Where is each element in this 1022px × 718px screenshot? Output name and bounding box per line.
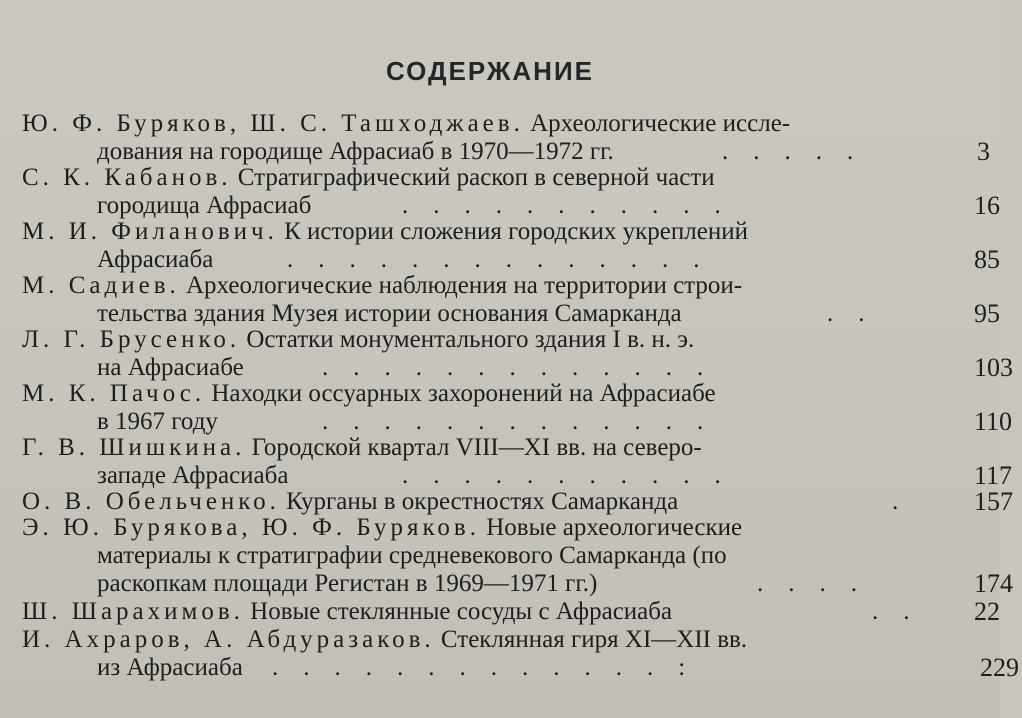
toc-line [22, 164, 1022, 192]
toc-entry [22, 218, 1022, 274]
toc-line [22, 570, 1022, 598]
toc-line [22, 626, 1022, 654]
leader-dots: . . . . . . . . . . . [402, 462, 721, 489]
toc-line [22, 354, 1022, 382]
toc-author: Ш. Шарахимов. [22, 598, 244, 625]
toc-title-cont: в 1967 году [97, 408, 218, 435]
toc-page-number: 174 [974, 569, 1013, 598]
toc-entry [22, 598, 1022, 626]
toc-page-number: 157 [974, 487, 1013, 516]
toc-title-cont: раскопкам площади Регистан в 1969—1971 гг.) [97, 570, 598, 597]
toc-title: Находки оссуарных захоронений на Афрасиабе [205, 380, 716, 407]
toc-title: Остатки монументального здания I в. н. э. [240, 326, 695, 353]
toc-title: Городской квартал VIII—XI вв. на северо- [245, 434, 702, 461]
toc-line [22, 488, 1022, 516]
leader-dots: . . . . [757, 570, 857, 597]
toc-author: М. К. Пачос. [22, 380, 206, 407]
toc-entry [22, 380, 1022, 436]
toc-author: Ю. Ф. Буряков, Ш. С. Ташходжаев. [22, 110, 524, 137]
toc-line [22, 434, 1022, 462]
toc-author: О. В. Обельченко. [22, 488, 280, 515]
toc-entry [22, 626, 1022, 682]
toc-page-number: 95 [974, 299, 1000, 328]
toc-entry [22, 326, 1022, 382]
leader-dots: . . . . . . . . . . . . . [322, 354, 704, 381]
toc-author: М. Садиев. [22, 272, 180, 299]
toc-title: Новые археологические [480, 514, 743, 541]
toc-title-cont: дования на городище Афрасиаб в 1970—1972 гг. [97, 138, 614, 165]
leader-dots: . . [827, 300, 865, 327]
leader-dots: . . . . . [722, 138, 854, 165]
toc-page-number: 3 [977, 137, 990, 166]
toc-page-number: 110 [974, 407, 1013, 436]
toc-line [22, 408, 1022, 436]
toc-line [22, 300, 1022, 328]
toc-title-cont: материалы к стратиграфии средневекового Самарканда (по [97, 542, 727, 569]
toc-line [22, 326, 1022, 354]
toc-page-number: 117 [974, 461, 1013, 490]
toc-title-cont: тельства здания Музея истории основания Самарканда [97, 300, 682, 327]
toc-author: Г. В. Шишкина. [22, 434, 246, 461]
toc-author: Л. Г. Брусенко. [22, 326, 241, 353]
toc-entry [22, 434, 1022, 490]
toc-line [22, 138, 1022, 166]
toc-author: М. И. Филанович. [22, 218, 278, 245]
toc-title: К истории сложения городских укреплений [277, 218, 748, 245]
toc-page-number: 22 [974, 597, 1000, 626]
toc-title: Стеклянная гиря XI—XII вв. [434, 626, 748, 653]
toc-line [22, 246, 1022, 274]
toc-line [22, 514, 1022, 542]
toc-line [22, 380, 1022, 408]
toc-page-number: 103 [974, 353, 1013, 382]
toc-title-cont: из Афрасиаба [97, 654, 243, 681]
toc-entry [22, 514, 1022, 598]
toc-author: С. К. Кабанов. [22, 164, 232, 191]
leader-dots: . . . . . . . . . . . . . [322, 408, 704, 435]
toc-line [22, 110, 1022, 138]
toc-title-cont: Афрасиаба [97, 246, 214, 273]
toc-author: Э. Ю. Бурякова, Ю. Ф. Буряков. [22, 514, 480, 541]
toc-title: Археологические иссле- [523, 110, 791, 137]
toc-entry [22, 110, 1022, 166]
toc-author: И. Ахраров, А. Абдуразаков. [22, 626, 435, 653]
page-title: СОДЕРЖАНИЕ [386, 56, 594, 86]
toc-title: Новые стеклянные сосуды с Афрасиаба [243, 598, 673, 625]
toc-title-cont: западе Афрасиаба [97, 462, 289, 489]
toc-title-cont: городища Афрасиаб [97, 192, 312, 219]
leader-dots: . . . . . . . . . . . [402, 192, 721, 219]
leader-dots: . . . . . . . . . . . . . : [272, 654, 686, 681]
toc-line [22, 598, 1022, 626]
toc-title: Курганы в окрестностях Самарканда [279, 488, 679, 515]
toc-line [22, 462, 1022, 490]
toc-title: Стратиграфический раскоп в северной части [231, 164, 715, 191]
toc-title-cont: на Афрасиабе [97, 354, 244, 381]
toc-entry [22, 164, 1022, 220]
toc-line [22, 654, 1022, 682]
leader-dots: . [892, 488, 899, 515]
toc-title: Археологические наблюдения на территории строи- [179, 272, 743, 299]
toc-line [22, 542, 1022, 570]
leader-dots: . . . . . . . . . . . . . . [287, 246, 700, 273]
toc-entry [22, 272, 1022, 328]
toc-page-number: 16 [974, 191, 1000, 220]
toc-page-number: 85 [974, 245, 1000, 274]
leader-dots: . . [872, 598, 910, 625]
toc-line [22, 218, 1022, 246]
toc-page-number: 229 [980, 653, 1019, 682]
toc-line [22, 272, 1022, 300]
toc-entry [22, 488, 1022, 516]
toc-line [22, 192, 1022, 220]
